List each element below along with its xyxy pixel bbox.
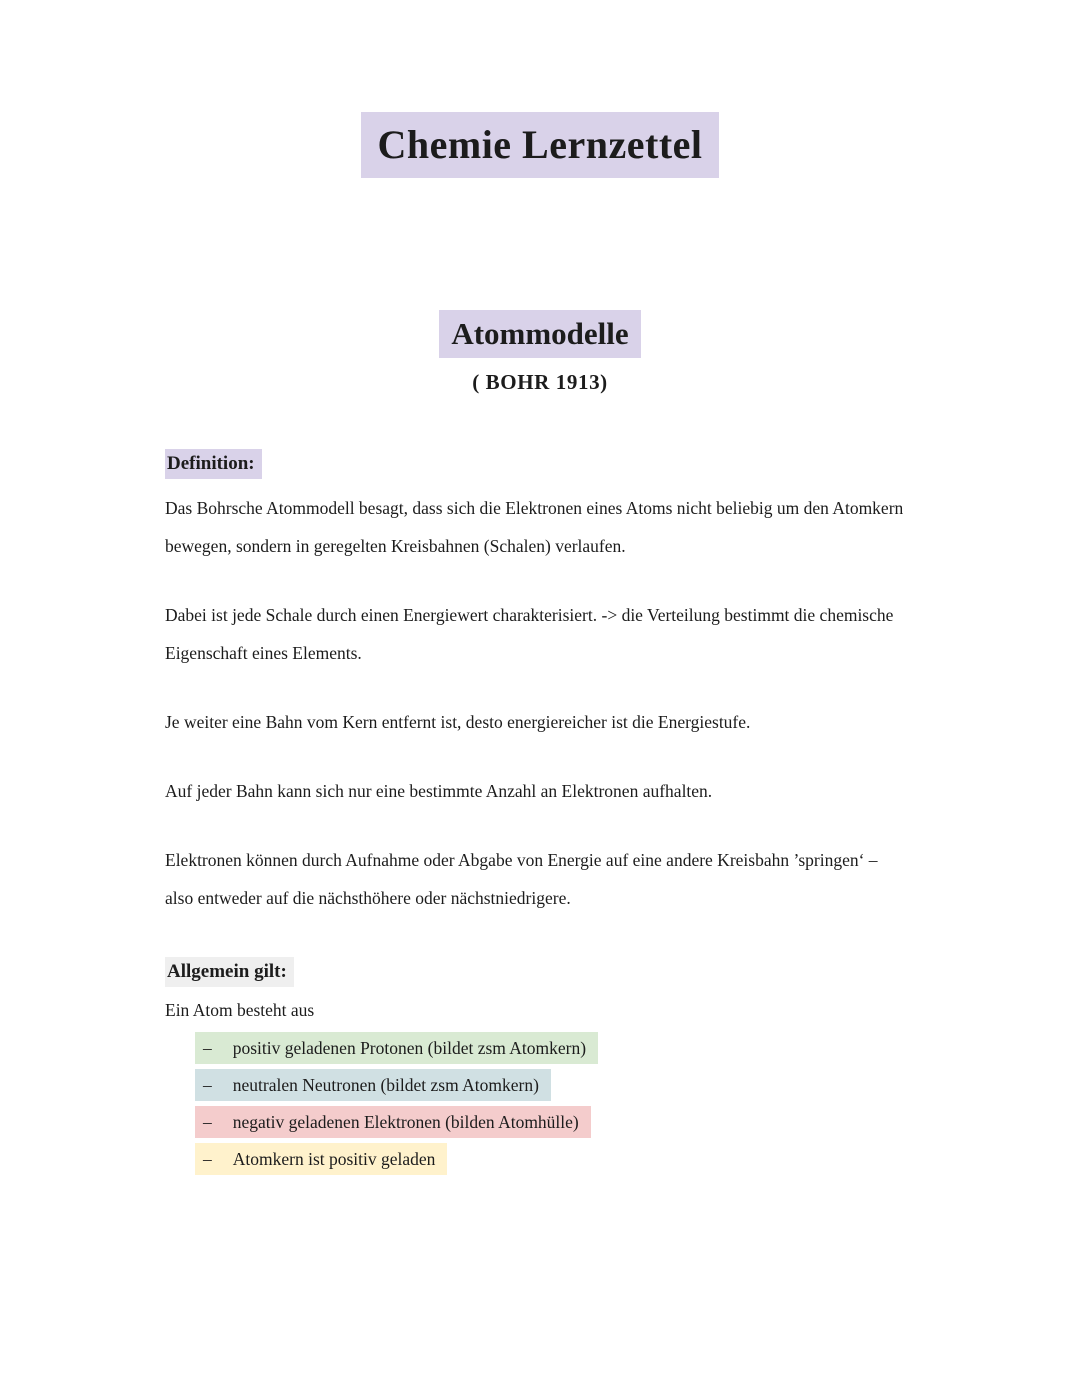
allgemein-intro: Ein Atom besteht aus <box>165 999 315 1020</box>
paragraph: Dabei ist jede Schale durch einen Energiewert charakterisiert. -> die Verteilung bestimmt die chemische Eigenschaft eines Elements. <box>165 604 898 663</box>
list-item <box>195 1143 910 1175</box>
list-item <box>195 1032 910 1064</box>
bullet-highlight-electrons <box>195 1106 591 1138</box>
bullet-dash: – <box>203 1074 212 1095</box>
allgemein-heading-row <box>165 957 910 987</box>
section-subtitle: ( BOHR 1913) <box>472 370 608 395</box>
bullet-text: positiv geladenen Protonen (bildet zsm Atomkern) <box>232 1037 587 1058</box>
bullet-list <box>195 1032 910 1175</box>
bullet-highlight-protons <box>195 1032 598 1064</box>
title-block <box>0 0 1080 178</box>
section-title-block <box>0 310 1080 358</box>
page-title: Chemie Lernzettel <box>361 112 718 178</box>
bullet-dash: – <box>203 1148 212 1169</box>
bullet-text: neutralen Neutronen (bildet zsm Atomkern) <box>232 1074 539 1095</box>
allgemein-heading: Allgemein gilt: <box>165 957 294 987</box>
bullet-dash: – <box>203 1037 212 1058</box>
bullet-dash: – <box>203 1111 212 1132</box>
list-item <box>195 1106 910 1138</box>
paragraph: Elektronen können durch Aufnahme oder Abgabe von Energie auf eine andere Kreisbahn ’springen‘ – also entweder auf die nächsthöhere oder nächstniedrigere. <box>165 849 882 908</box>
section-title: Atommodelle <box>439 310 640 358</box>
paragraph: Je weiter eine Bahn vom Kern entfernt ist, desto energiereicher ist die Energiestufe. <box>165 711 751 732</box>
content-column <box>165 449 910 1174</box>
paragraph: Auf jeder Bahn kann sich nur eine bestimmte Anzahl an Elektronen aufhalten. <box>165 780 713 801</box>
bullet-highlight-neutrons <box>195 1069 551 1101</box>
bullet-text: negativ geladenen Elektronen (bilden Atomhülle) <box>232 1111 579 1132</box>
paragraph: Das Bohrsche Atommodell besagt, dass sich die Elektronen eines Atoms nicht beliebig um den Atomkern bewegen, sondern in geregelten Kreisbahnen (Schalen) verlaufen. <box>165 497 908 556</box>
bullet-text: Atomkern ist positiv geladen <box>232 1148 436 1169</box>
bullet-highlight-nucleus <box>195 1143 447 1175</box>
definition-heading-row <box>165 449 910 479</box>
list-item <box>195 1069 910 1101</box>
definition-heading: Definition: <box>165 449 262 479</box>
